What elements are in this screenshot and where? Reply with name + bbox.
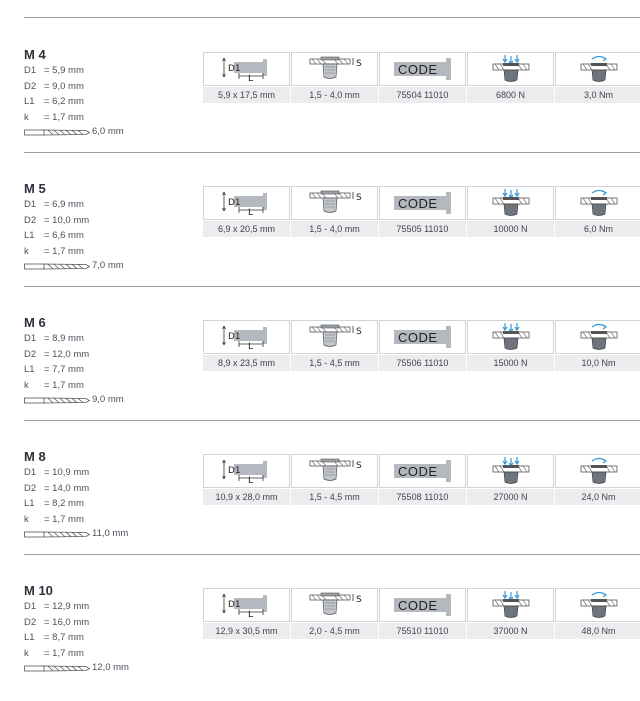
spec-value: = 6,9 mm bbox=[44, 199, 84, 210]
rivet-dimension-icon bbox=[219, 592, 275, 618]
spec-value: = 1,7 mm bbox=[44, 111, 84, 123]
tensile-force-value: 15000 N bbox=[467, 355, 554, 371]
spec-row bbox=[24, 630, 194, 646]
spec-value: = 1,7 mm bbox=[44, 647, 84, 659]
l-label: L bbox=[247, 342, 253, 350]
tensile-force-icon bbox=[491, 456, 531, 486]
force-cell bbox=[467, 52, 554, 86]
spec-value: = 8,2 mm bbox=[44, 498, 84, 509]
code-cell bbox=[379, 320, 466, 354]
spec-row bbox=[24, 362, 194, 378]
size-section-5 bbox=[0, 583, 640, 701]
spec-block bbox=[24, 583, 194, 675]
tensile-force-value: 27000 N bbox=[467, 489, 554, 505]
torque-value: 24,0 Nm bbox=[555, 489, 640, 505]
spec-value: = 10,0 mm bbox=[44, 214, 90, 226]
spec-table bbox=[203, 186, 640, 237]
torque-value: 48,0 Nm bbox=[555, 623, 640, 639]
spec-key: D1 bbox=[24, 199, 37, 210]
spec-value: = 7,7 mm bbox=[44, 364, 84, 375]
drill-bit-icon bbox=[24, 531, 90, 538]
code-label: CODE bbox=[397, 330, 438, 345]
grip-cell bbox=[291, 320, 378, 354]
torque-icon bbox=[579, 456, 619, 486]
torque-value: 3,0 Nm bbox=[555, 87, 640, 103]
force-cell bbox=[467, 320, 554, 354]
spec-key: k bbox=[24, 111, 29, 123]
spec-value: = 16,0 mm bbox=[44, 616, 90, 628]
section-divider bbox=[24, 420, 640, 421]
spec-key: k bbox=[24, 513, 29, 525]
force-cell bbox=[467, 454, 554, 488]
spec-key: L1 bbox=[24, 96, 35, 107]
rivet-dimension-icon bbox=[219, 56, 275, 82]
spec-table bbox=[203, 588, 640, 639]
size-title: M 6 bbox=[24, 315, 46, 330]
size-section-3 bbox=[0, 315, 640, 449]
product-code-icon bbox=[392, 325, 454, 349]
spec-block bbox=[24, 449, 194, 541]
product-code-icon bbox=[392, 459, 454, 483]
drill-row bbox=[24, 527, 194, 541]
grip-range-value: 2,0 - 4,5 mm bbox=[291, 623, 378, 639]
size-section-4 bbox=[0, 449, 640, 583]
section-divider bbox=[24, 286, 640, 287]
drill-row bbox=[24, 259, 194, 273]
d1-label: D1 bbox=[227, 332, 241, 342]
size-section-1 bbox=[0, 47, 640, 181]
drill-bit-icon bbox=[24, 129, 90, 136]
spec-row bbox=[24, 63, 194, 79]
code-label: CODE bbox=[397, 464, 438, 479]
tensile-force-value: 6800 N bbox=[467, 87, 554, 103]
spec-key: k bbox=[24, 245, 29, 257]
spec-row bbox=[24, 599, 194, 615]
grip-range-icon bbox=[305, 55, 365, 83]
torque-icon bbox=[579, 54, 619, 84]
spec-row bbox=[24, 615, 194, 631]
dimension-value: 12,9 x 30,5 mm bbox=[203, 623, 290, 639]
spec-key: D1 bbox=[24, 65, 37, 76]
spec-row bbox=[24, 213, 194, 229]
product-code-value: 75504 11010 bbox=[379, 87, 466, 103]
spec-row bbox=[24, 331, 194, 347]
spec-row bbox=[24, 512, 194, 528]
drill-row bbox=[24, 125, 194, 139]
spec-key: D1 bbox=[24, 601, 37, 612]
size-title: M 10 bbox=[24, 583, 53, 598]
product-code-icon bbox=[392, 57, 454, 81]
spec-key: L1 bbox=[24, 364, 35, 375]
torque-cell bbox=[555, 320, 640, 354]
spec-value: = 8,9 mm bbox=[44, 333, 84, 344]
spec-value: = 5,9 mm bbox=[44, 65, 84, 76]
grip-cell bbox=[291, 186, 378, 220]
spec-key: D2 bbox=[24, 214, 37, 226]
product-code-value: 75510 11010 bbox=[379, 623, 466, 639]
section-divider bbox=[24, 152, 640, 153]
code-cell bbox=[379, 454, 466, 488]
s-label: S bbox=[355, 595, 362, 605]
torque-icon bbox=[579, 322, 619, 352]
dimension-value: 10,9 x 28,0 mm bbox=[203, 489, 290, 505]
code-cell bbox=[379, 588, 466, 622]
product-code-icon bbox=[392, 191, 454, 215]
dimension-cell bbox=[203, 454, 290, 488]
grip-cell bbox=[291, 454, 378, 488]
spec-row bbox=[24, 496, 194, 512]
grip-range-icon bbox=[305, 457, 365, 485]
spec-value: = 1,7 mm bbox=[44, 245, 84, 257]
rivet-dimension-icon bbox=[219, 324, 275, 350]
dimension-value: 8,9 x 23,5 mm bbox=[203, 355, 290, 371]
spec-table bbox=[203, 52, 640, 103]
torque-cell bbox=[555, 186, 640, 220]
torque-value: 10,0 Nm bbox=[555, 355, 640, 371]
product-code-value: 75508 11010 bbox=[379, 489, 466, 505]
l-label: L bbox=[247, 476, 253, 484]
torque-cell bbox=[555, 588, 640, 622]
force-cell bbox=[467, 186, 554, 220]
spec-row bbox=[24, 197, 194, 213]
code-label: CODE bbox=[397, 196, 438, 211]
spec-row bbox=[24, 110, 194, 126]
spec-row bbox=[24, 646, 194, 662]
grip-range-value: 1,5 - 4,0 mm bbox=[291, 221, 378, 237]
spec-key: k bbox=[24, 379, 29, 391]
spec-value: = 6,2 mm bbox=[44, 96, 84, 107]
torque-icon bbox=[579, 590, 619, 620]
size-title: M 4 bbox=[24, 47, 46, 62]
d1-label: D1 bbox=[227, 198, 241, 208]
spec-key: L1 bbox=[24, 632, 35, 643]
section-divider bbox=[24, 554, 640, 555]
size-title: M 8 bbox=[24, 449, 46, 464]
spec-key: D2 bbox=[24, 482, 37, 494]
drill-bit-icon bbox=[24, 263, 90, 270]
size-title: M 5 bbox=[24, 181, 46, 196]
spec-value: = 9,0 mm bbox=[44, 80, 84, 92]
size-section-2 bbox=[0, 181, 640, 315]
drill-bit-icon bbox=[24, 397, 90, 404]
drill-bit-icon bbox=[24, 665, 90, 672]
tensile-force-icon bbox=[491, 322, 531, 352]
s-label: S bbox=[355, 327, 362, 337]
spec-key: L1 bbox=[24, 498, 35, 509]
product-code-value: 75505 11010 bbox=[379, 221, 466, 237]
product-code-icon bbox=[392, 593, 454, 617]
dimension-value: 6,9 x 20,5 mm bbox=[203, 221, 290, 237]
spec-key: D2 bbox=[24, 80, 37, 92]
torque-value: 6,0 Nm bbox=[555, 221, 640, 237]
tensile-force-value: 37000 N bbox=[467, 623, 554, 639]
spec-row bbox=[24, 244, 194, 260]
spec-row bbox=[24, 228, 194, 244]
rivet-dimension-icon bbox=[219, 190, 275, 216]
d1-label: D1 bbox=[227, 466, 241, 476]
spec-key: D1 bbox=[24, 333, 37, 344]
grip-range-icon bbox=[305, 323, 365, 351]
l-label: L bbox=[247, 74, 253, 82]
spec-key: k bbox=[24, 647, 29, 659]
tensile-force-value: 10000 N bbox=[467, 221, 554, 237]
drill-diameter: 7,0 mm bbox=[92, 260, 124, 271]
spec-value: = 1,7 mm bbox=[44, 379, 84, 391]
force-cell bbox=[467, 588, 554, 622]
grip-range-value: 1,5 - 4,0 mm bbox=[291, 87, 378, 103]
spec-row bbox=[24, 378, 194, 394]
grip-cell bbox=[291, 52, 378, 86]
s-label: S bbox=[355, 59, 362, 69]
spec-block bbox=[24, 315, 194, 407]
tensile-force-icon bbox=[491, 590, 531, 620]
spec-row bbox=[24, 94, 194, 110]
spec-row bbox=[24, 465, 194, 481]
drill-row bbox=[24, 661, 194, 675]
spec-row bbox=[24, 481, 194, 497]
code-cell bbox=[379, 52, 466, 86]
spec-table bbox=[203, 320, 640, 371]
code-label: CODE bbox=[397, 62, 438, 77]
dimension-cell bbox=[203, 186, 290, 220]
spec-value: = 8,7 mm bbox=[44, 632, 84, 643]
spec-value: = 1,7 mm bbox=[44, 513, 84, 525]
drill-diameter: 6,0 mm bbox=[92, 126, 124, 137]
spec-key: D1 bbox=[24, 467, 37, 478]
spec-row bbox=[24, 347, 194, 363]
spec-key: L1 bbox=[24, 230, 35, 241]
grip-range-icon bbox=[305, 591, 365, 619]
spec-block bbox=[24, 181, 194, 273]
product-code-value: 75506 11010 bbox=[379, 355, 466, 371]
spec-value: = 12,9 mm bbox=[44, 601, 90, 612]
d1-label: D1 bbox=[227, 64, 241, 74]
torque-icon bbox=[579, 188, 619, 218]
spec-value: = 14,0 mm bbox=[44, 482, 90, 494]
spec-value: = 6,6 mm bbox=[44, 230, 84, 241]
code-label: CODE bbox=[397, 598, 438, 613]
spec-key: D2 bbox=[24, 616, 37, 628]
grip-cell bbox=[291, 588, 378, 622]
dimension-cell bbox=[203, 52, 290, 86]
spec-value: = 12,0 mm bbox=[44, 348, 90, 360]
spec-table bbox=[203, 454, 640, 505]
drill-diameter: 11,0 mm bbox=[92, 528, 129, 539]
dimension-cell bbox=[203, 320, 290, 354]
drill-diameter: 9,0 mm bbox=[92, 394, 124, 405]
tensile-force-icon bbox=[491, 188, 531, 218]
drill-row bbox=[24, 393, 194, 407]
dimension-value: 5,9 x 17,5 mm bbox=[203, 87, 290, 103]
torque-cell bbox=[555, 52, 640, 86]
l-label: L bbox=[247, 208, 253, 216]
drill-diameter: 12,0 mm bbox=[92, 662, 129, 673]
l-label: L bbox=[247, 610, 253, 618]
grip-range-value: 1,5 - 4,5 mm bbox=[291, 355, 378, 371]
spec-row bbox=[24, 79, 194, 95]
grip-range-icon bbox=[305, 189, 365, 217]
d1-label: D1 bbox=[227, 600, 241, 610]
top-divider bbox=[24, 17, 640, 18]
s-label: S bbox=[355, 193, 362, 203]
dimension-cell bbox=[203, 588, 290, 622]
spec-value: = 10,9 mm bbox=[44, 467, 90, 478]
s-label: S bbox=[355, 461, 362, 471]
tensile-force-icon bbox=[491, 54, 531, 84]
spec-key: D2 bbox=[24, 348, 37, 360]
torque-cell bbox=[555, 454, 640, 488]
code-cell bbox=[379, 186, 466, 220]
grip-range-value: 1,5 - 4,5 mm bbox=[291, 489, 378, 505]
spec-block bbox=[24, 47, 194, 139]
rivet-dimension-icon bbox=[219, 458, 275, 484]
